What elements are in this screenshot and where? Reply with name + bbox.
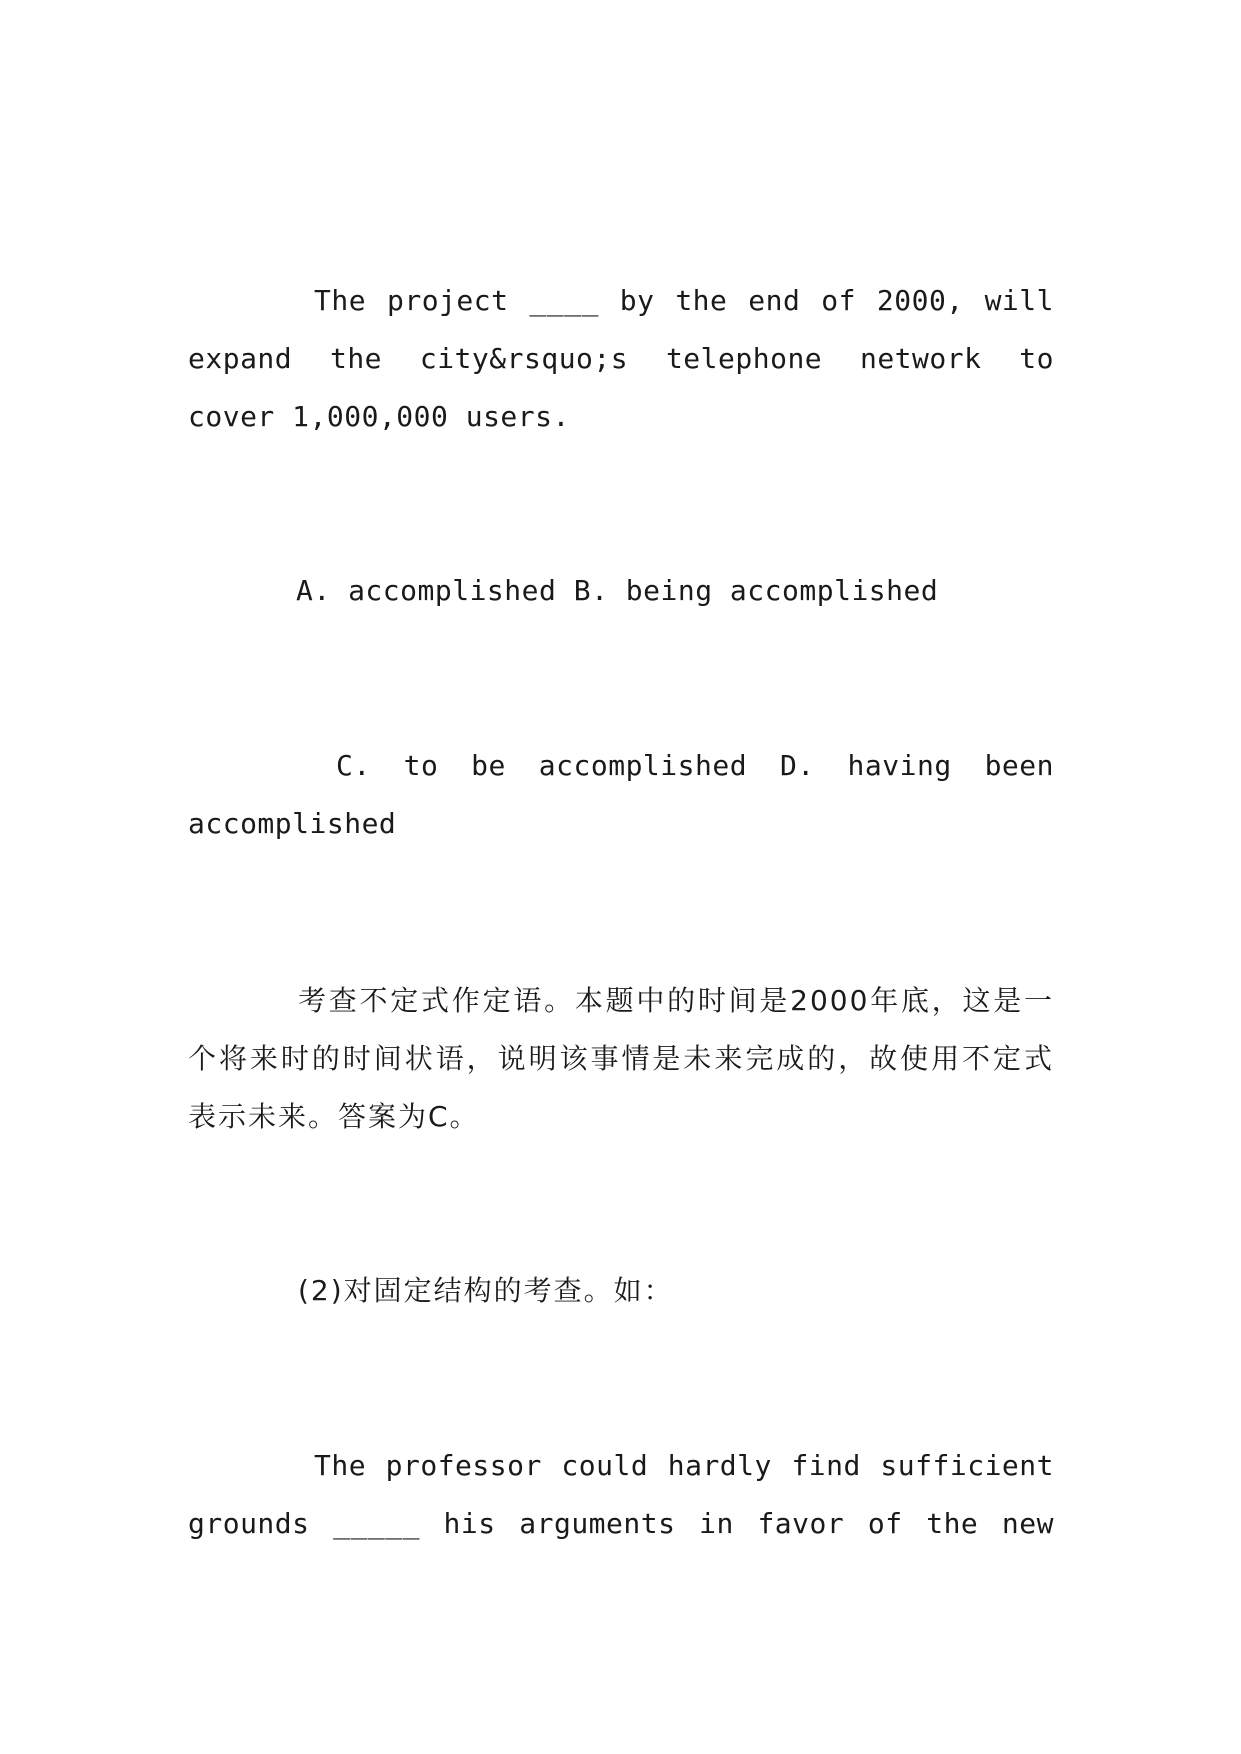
- answer-options-c-d: C. to be accomplished D. having been accomplished: [188, 749, 1054, 840]
- answer-options-a-b: A. accomplished B. being accomplished: [296, 574, 939, 607]
- section-heading-fixed-structure: (2)对固定结构的考查。如：: [298, 1274, 674, 1307]
- question-sentence: The project ____ by the end of 2000, will expand the city&rsquo;s telephone network to cover 1,000,000 users.: [188, 284, 1054, 433]
- example-sentence: The professor could hardly find sufficient grounds _____ his arguments in favor of the new: [188, 1449, 1054, 1540]
- explanation-paragraph: 考查不定式作定语。本题中的时间是2000年底，这是一个将来时的时间状语，说明该事情是未来完成的，故使用不定式表示未来。答案为C。: [188, 984, 1054, 1133]
